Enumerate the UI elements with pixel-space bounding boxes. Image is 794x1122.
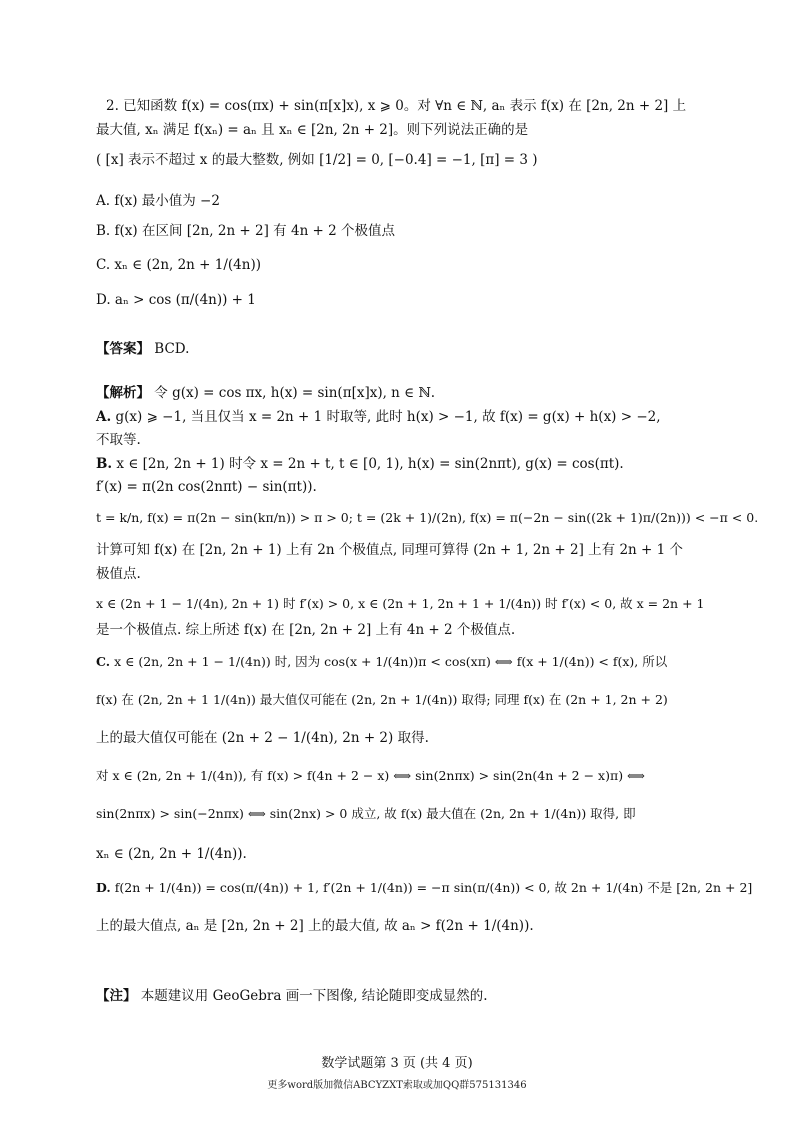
analysis-intro-row xyxy=(96,385,435,402)
note-row xyxy=(96,988,488,1005)
analysis-c-line-5: sin(2nπx) > sin(−2nπx) ⟺ sin(2nx) > 0 成立, 故 f(x) 最大值在 (2n, 2n + 1/(4n)) 取得, 即 xyxy=(96,806,636,821)
question-stem-line-1: 2. 已知函数 f(x) = cos(πx) + sin(π[x]x), x ⩾ 0。对 ∀n ∈ ℕ, aₙ 表示 f(x) 在 [2n, 2n + 2] 上 xyxy=(106,98,687,114)
analysis-b-label: B. xyxy=(96,456,113,472)
analysis-b-line-2: f′(x) = π(2n cos(2nπt) − sin(πt)). xyxy=(96,479,317,495)
page-footer: 数学试题第 3 页 (共 4 页) xyxy=(321,1056,473,1071)
option-a: A. f(x) 最小值为 −2 xyxy=(96,193,220,209)
analysis-a-label: A. xyxy=(96,409,112,425)
analysis-d-line-2: 上的最大值点, aₙ 是 [2n, 2n + 2] 上的最大值, 故 aₙ > f(2n + 1/(4n)). xyxy=(96,918,534,934)
answer-label: 【答案】 xyxy=(96,341,150,357)
analysis-c-line-1 xyxy=(96,654,667,670)
analysis-d-label: D. xyxy=(96,880,111,895)
option-d: D. aₙ > cos (π/(4n)) + 1 xyxy=(96,292,256,308)
analysis-d-text-1: f(2n + 1/(4n)) = cos(π/(4n)) + 1, f′(2n + 1/(4n)) = −π sin(π/(4n)) < 0, 故 2n + 1/(4n) 不是 [2n, 2n + 2] xyxy=(114,880,753,895)
analysis-c-line-2: f(x) 在 (2n, 2n + 1 1/(4n)) 最大值仅可能在 (2n, 2n + 1/(4n)) 取得; 同理 f(x) 在 (2n + 1, 2n + 2) xyxy=(96,692,668,707)
analysis-b-line-3: t = k/n, f(x) = π(2n − sin(kπ/n)) > π > 0; t = (2k + 1)/(2n), f(x) = π(−2n − sin((2k + 1)π/(2n))) < −π < 0. xyxy=(96,510,759,525)
analysis-d-line-1 xyxy=(96,880,752,896)
note-text: 本题建议用 GeoGebra 画一下图像, 结论随即变成显然的. xyxy=(140,988,488,1004)
answer-value: BCD. xyxy=(154,341,190,357)
footer-ad-text: 更多word版加微信ABCYZXT索取或加QQ群575131346 xyxy=(267,1080,527,1091)
analysis-b-text-1: x ∈ [2n, 2n + 1) 时令 x = 2n + t, t ∈ [0, 1), h(x) = sin(2nπt), g(x) = cos(πt). xyxy=(116,456,624,472)
analysis-b-line-5: 极值点. xyxy=(96,566,141,582)
question-stem-line-2: 最大值, xₙ 满足 f(xₙ) = aₙ 且 xₙ ∈ [2n, 2n + 2]。则下列说法正确的是 xyxy=(96,122,529,138)
analysis-c-line-6: xₙ ∈ (2n, 2n + 1/(4n)). xyxy=(96,846,247,862)
answer-row xyxy=(96,341,189,358)
analysis-intro: 令 g(x) = cos πx, h(x) = sin(π[x]x), n ∈ ℕ. xyxy=(154,385,436,401)
question-stem-note: ( [x] 表示不超过 x 的最大整数, 例如 [1/2] = 0, [−0.4] = −1, [π] = 3 ) xyxy=(96,152,538,168)
analysis-c-line-4: 对 x ∈ (2n, 2n + 1/(4n)), 有 f(x) > f(4n + 2 − x) ⟺ sin(2nπx) > sin(2n(4n + 2 − x)π) ⟺ xyxy=(96,768,645,783)
analysis-c-label: C. xyxy=(96,654,111,669)
analysis-c-text-1: x ∈ (2n, 2n + 1 − 1/(4n)) 时, 因为 cos(x + 1/(4n))π < cos(xπ) ⟺ f(x + 1/(4n)) < f(x), 所以 xyxy=(114,654,668,669)
option-b: B. f(x) 在区间 [2n, 2n + 2] 有 4n + 2 个极值点 xyxy=(96,223,396,239)
analysis-b-line-7: 是一个极值点. 综上所述 f(x) 在 [2n, 2n + 2] 上有 4n + 2 个极值点. xyxy=(96,622,516,638)
analysis-c-line-3: 上的最大值仅可能在 (2n + 2 − 1/(4n), 2n + 2) 取得. xyxy=(96,730,429,746)
analysis-a-line-2: 不取等. xyxy=(96,432,141,448)
analysis-b-line-6: x ∈ (2n + 1 − 1/(4n), 2n + 1) 时 f′(x) > 0, x ∈ (2n + 1, 2n + 1 + 1/(4n)) 时 f′(x) < 0, 故 x = 2n + 1 xyxy=(96,596,705,611)
analysis-b-line-1 xyxy=(96,456,624,473)
analysis-label: 【解析】 xyxy=(96,385,150,401)
analysis-a-text-1: g(x) ⩾ −1, 当且仅当 x = 2n + 1 时取等, 此时 h(x) > −1, 故 f(x) = g(x) + h(x) > −2, xyxy=(115,409,661,425)
option-c: C. xₙ ∈ (2n, 2n + 1/(4n)) xyxy=(96,257,261,273)
analysis-b-line-4: 计算可知 f(x) 在 [2n, 2n + 1) 上有 2n 个极值点, 同理可算得 (2n + 1, 2n + 2] 上有 2n + 1 个 xyxy=(96,542,684,558)
note-label: 【注】 xyxy=(96,988,137,1004)
analysis-a-line-1 xyxy=(96,409,661,426)
